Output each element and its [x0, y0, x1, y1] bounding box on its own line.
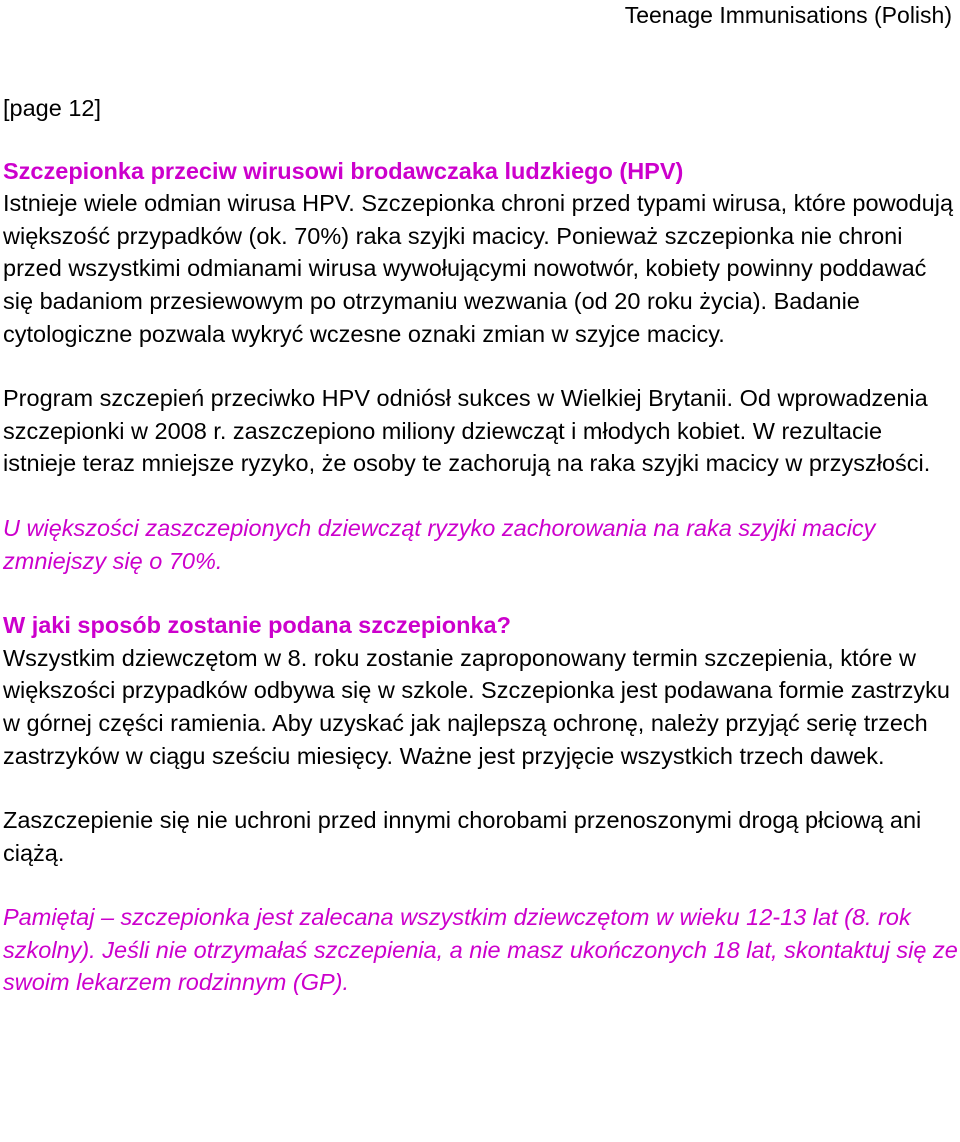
sti-note-paragraph: Zaszczepienie się nie uchroni przed innymi chorobami przenoszonymi drogą płciową ani ciążą. [3, 807, 922, 866]
reminder-paragraph: Pamiętaj – szczepionka jest zalecana wszystkim dziewczętom w wieku 12-13 lat (8. rok szkolny). Jeśli nie otrzymałaś szczepienia, a nie masz ukończonych 18 lat, skontaktuj się ze swoim lekarzem rodzinnym (GP). [3, 904, 958, 996]
document-body [3, 92, 958, 999]
how-given-paragraph: Wszystkim dziewczętom w 8. roku zostanie zaproponowany termin szczepienia, które w większości przypadków odbywa się w szkole. Szczepionka jest podawana formie zastrzyku w górnej części ramienia. Aby uzyskać jak najlepszą ochronę, należy przyjąć serię trzech zastrzyków w ciągu sześciu miesięcy. Ważne jest przyjęcie wszystkich trzech dawek. [3, 644, 950, 769]
risk-reduction-highlight: U większości zaszczepionych dziewcząt ryzyko zachorowania na raka szyjki macicy zmniejszy się o 70%. [3, 514, 876, 574]
page-marker: [page 12] [3, 95, 102, 121]
hpv-intro-paragraph: Istnieje wiele odmian wirusa HPV. Szczepionka chroni przed typami wirusa, które powodują większość przypadków (ok. 70%) raka szyjki macicy. Ponieważ szczepionka nie chroni przed wszystkimi odmianami wirusa wywołującymi nowotwór, kobiety powinny poddawać się badaniom przesiewowym po otrzymaniu wezwania (od 20 roku życia). Badanie cytologiczne pozwala wykryć wczesne oznaki zmian w szyjce macicy. [3, 190, 954, 347]
program-success-paragraph: Program szczepień przeciwko HPV odniósł sukces w Wielkiej Brytanii. Od wprowadzenia szczepionki w 2008 r. zaszczepiono miliony dziewcząt i młodych kobiet. W rezultacie istnieje teraz mniejsze ryzyko, że osoby te zachorują na raka szyjki macicy w przyszłości. [3, 385, 931, 477]
document-header-title: Teenage Immunisations (Polish) [624, 2, 952, 28]
hpv-section-heading: Szczepionka przeciw wirusowi brodawczaka ludzkiego (HPV) [3, 157, 684, 184]
how-given-heading: W jaki sposób zostanie podana szczepionka? [3, 612, 511, 639]
